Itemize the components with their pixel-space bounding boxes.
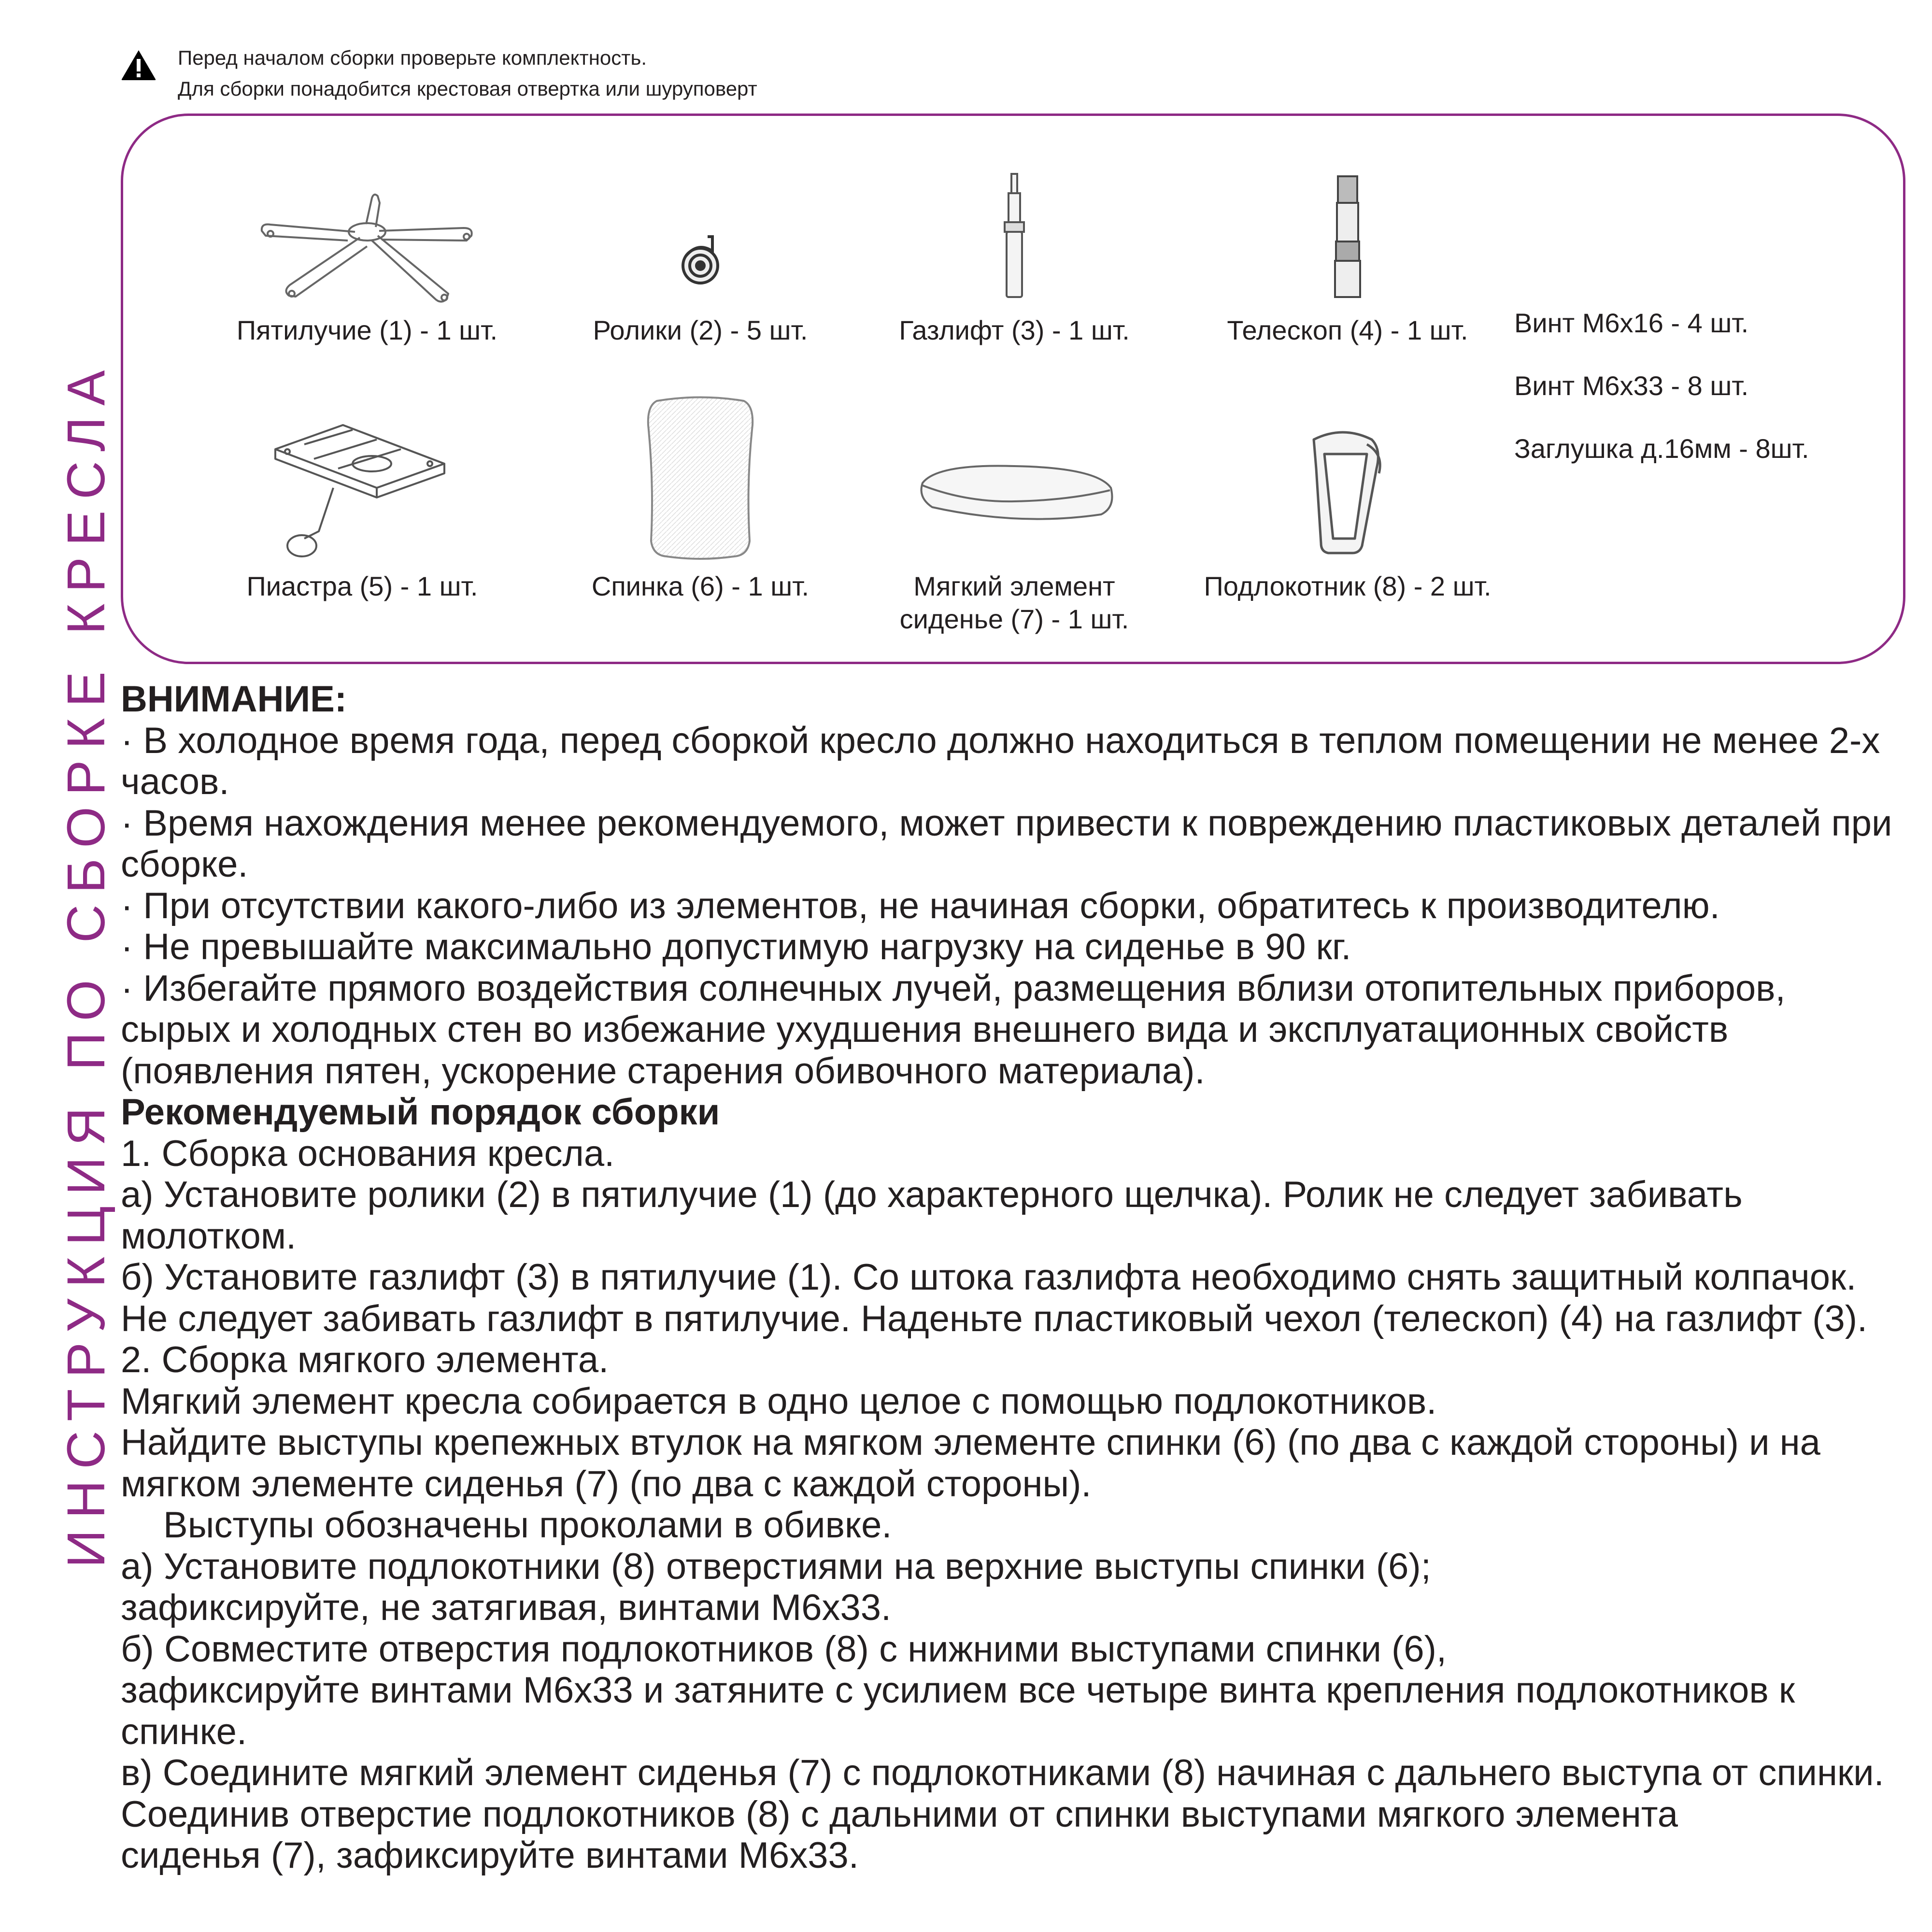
part-label [869, 570, 1159, 636]
assembly-line: а) Установите ролики (2) в пятилучие (1) (до характерного щелчка). Ролик не следует забивать [121, 1174, 1743, 1215]
attention-line: сборке. [121, 844, 248, 885]
attention-line: · При отсутствии какого-либо из элементов, не начиная сборки, обратитесь к производителю. [121, 885, 1720, 926]
assembly-line: молотком. [121, 1215, 297, 1257]
assembly-line: 2. Сборка мягкого элемента. [121, 1339, 609, 1380]
part-label: Пятилучие (1) - 1 шт. [236, 315, 498, 345]
assembly-line: Мягкий элемент кресла собирается в одно целое с помощью подлокотников. [121, 1380, 1437, 1422]
assembly-line: Соединив отверстие подлокотников (8) с дальними от спинки выступами мягкого элемента [121, 1793, 1678, 1835]
assembly-line: мягком элементе сиденья (7) (по два с каждой стороны). [121, 1463, 1092, 1505]
assembly-line: сиденья (7), зафиксируйте винтами М6х33. [121, 1835, 859, 1876]
part-label-line: Мягкий элемент [913, 571, 1115, 601]
assembly-line: зафиксируйте винтами М6х33 и затяните с усилием все четыре винта крепления подлокотников к [121, 1670, 1795, 1711]
hardware-item: Винт М6х33 - 8 шт. [1514, 370, 1749, 401]
part-armrest [1188, 415, 1507, 603]
warning-triangle-icon [121, 49, 156, 81]
assembly-line: спинке. [121, 1711, 247, 1752]
assembly-heading: Рекомендуемый порядок сборки [121, 1092, 720, 1133]
assembly-line: зафиксируйте, не затягивая, винтами М6х33. [121, 1587, 892, 1628]
warning-line: Для сборки понадобится крестовая отвертка или шуруповерт [178, 77, 757, 100]
caster-icon [652, 184, 749, 314]
attention-line: сырых и холодных стен во избежание ухудшения внешнего вида и эксплуатационных свойств [121, 1009, 1729, 1050]
part-label: Подлокотник (8) - 2 шт. [1204, 571, 1492, 601]
part-label: Газлифт (3) - 1 шт. [899, 315, 1130, 345]
hardware-item: Заглушка д.16мм - 8шт. [1514, 433, 1809, 464]
part-gaslift [879, 164, 1150, 347]
assembly-line: а) Установите подлокотники (8) отверстиями на верхние выступы спинки (6); [121, 1546, 1431, 1587]
attention-line: (появления пятен, ускорение старения обивочного материала). [121, 1050, 1205, 1092]
warning-text [178, 43, 757, 104]
hardware-item: Винт М6х16 - 4 шт. [1514, 308, 1749, 338]
attention-line: · Не превышайте максимально допустимую нагрузку на сиденье в 90 кг. [121, 926, 1351, 967]
mechanism-plate-icon [266, 415, 459, 570]
assembly-line: Найдите выступы крепежных втулок на мягком элементе спинки (6) (по два с каждой стороны) и на [121, 1422, 1820, 1463]
part-label: Пиастра (5) - 1 шт. [246, 571, 478, 601]
part-label-line: сиденье (7) - 1 шт. [899, 604, 1129, 634]
attention-line: · Время нахождения менее рекомендуемого, может привести к повреждению пластиковых деталей при [121, 802, 1892, 844]
assembly-line: 1. Сборка основания кресла. [121, 1133, 615, 1174]
five-star-base-icon [251, 184, 483, 314]
backrest-icon [638, 386, 763, 570]
gas-lift-icon [985, 164, 1043, 314]
attention-line: · В холодное время года, перед сборкой кресло должно находиться в теплом помещении не менее 2-х [121, 720, 1880, 761]
part-caster [570, 184, 831, 347]
assembly-line: Не следует забивать газлифт в пятилучие. Наденьте пластиковый чехол (телескоп) (4) на газлифт (3). [121, 1298, 1868, 1339]
part-telescope [1198, 164, 1497, 347]
attention-line: часов. [121, 761, 229, 802]
assembly-line: в) Соедините мягкий элемент сиденья (7) с подлокотниками (8) начиная с дальнего выступа от спинки. [121, 1752, 1884, 1793]
armrest-icon [1294, 415, 1401, 570]
part-seat [869, 425, 1159, 636]
attention-heading: ВНИМАНИЕ: [121, 679, 347, 720]
part-label: Телескоп (4) - 1 шт. [1227, 315, 1468, 345]
seat-cushion-icon [908, 425, 1121, 570]
warning-line: Перед началом сборки проверьте комплектность. [178, 46, 647, 69]
assembly-line: Выступы обозначены проколами в обивке. [163, 1505, 892, 1546]
part-label: Ролики (2) - 5 шт. [593, 315, 808, 345]
part-mechanism [213, 415, 512, 603]
part-backrest [570, 386, 831, 603]
side-title: ИНСТРУКЦИЯ ПО СБОРКЕ КРЕСЛА [57, 359, 116, 1568]
instructions-body [121, 679, 1918, 1876]
telescope-cover-icon [1319, 164, 1377, 314]
part-label: Спинка (6) - 1 шт. [591, 571, 810, 601]
assembly-line: б) Установите газлифт (3) в пятилучие (1). Со штока газлифта необходимо снять защитный колпачок. [121, 1257, 1857, 1298]
attention-line: · Избегайте прямого воздействия солнечных лучей, размещения вблизи отопительных приборов, [121, 967, 1786, 1009]
part-base [208, 184, 526, 347]
assembly-line: б) Совместите отверстия подлокотников (8) с нижними выступами спинки (6), [121, 1628, 1447, 1670]
